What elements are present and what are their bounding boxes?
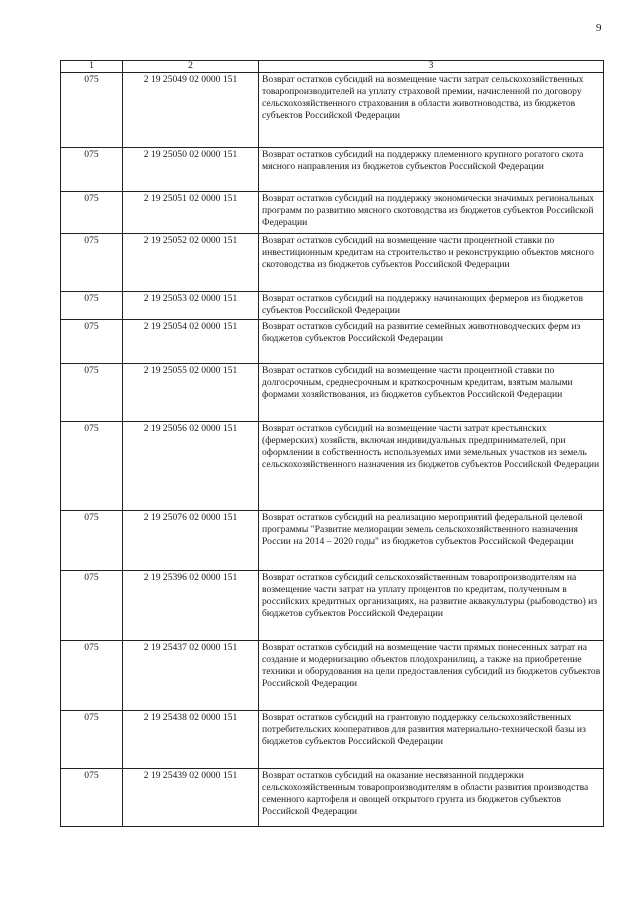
page-number: 9 bbox=[596, 22, 602, 34]
kbk-code-cell: 2 19 25049 02 0000 151 bbox=[123, 73, 259, 148]
column-header-2: 2 bbox=[123, 61, 259, 73]
table-row bbox=[61, 234, 604, 292]
admin-code-cell: 075 bbox=[61, 234, 123, 292]
kbk-table bbox=[60, 60, 604, 827]
description-cell: Возврат остатков субсидий на реализацию мероприятий федеральной целевой программы "Развитие мелиорации земель сельскохозяйственного назначения России на 2014 – 2020 годы" из бюджетов субъектов Российской Федерации bbox=[259, 511, 604, 571]
kbk-code-cell: 2 19 25053 02 0000 151 bbox=[123, 292, 259, 320]
kbk-code-cell: 2 19 25050 02 0000 151 bbox=[123, 148, 259, 192]
kbk-code-cell: 2 19 25439 02 0000 151 bbox=[123, 769, 259, 827]
description-cell: Возврат остатков субсидий на оказание несвязанной поддержки сельскохозяйственным товаропроизводителям в области развития производства семенного картофеля и овощей открытого грунта из бюджетов субъектов Российской Федерации bbox=[259, 769, 604, 827]
description-cell: Возврат остатков субсидий на возмещение части процентной ставки по долгосрочным, среднесрочным и краткосрочным кредитам, взятым малыми формами хозяйствования, из бюджетов субъектов Российской Федерации bbox=[259, 364, 604, 422]
kbk-code-cell: 2 19 25055 02 0000 151 bbox=[123, 364, 259, 422]
description-cell: Возврат остатков субсидий сельскохозяйственным товаропроизводителям на возмещение части затрат на уплату процентов по кредитам, полученным в российских кредитных организациях, на развитие аквакультуры (рыбоводство) из бюджетов субъектов Российской Федерации bbox=[259, 571, 604, 641]
description-cell: Возврат остатков субсидий на грантовую поддержку сельскохозяйственных потребительских кооперативов для развития материально-технической базы из бюджетов субъектов Российской Федерации bbox=[259, 711, 604, 769]
kbk-code-cell: 2 19 25438 02 0000 151 bbox=[123, 711, 259, 769]
kbk-code-cell: 2 19 25051 02 0000 151 bbox=[123, 192, 259, 234]
admin-code-cell: 075 bbox=[61, 422, 123, 511]
description-cell: Возврат остатков субсидий на поддержку племенного крупного рогатого скота мясного направления из бюджетов субъектов Российской Федерации bbox=[259, 148, 604, 192]
table-row bbox=[61, 364, 604, 422]
table-header-row bbox=[61, 61, 604, 73]
table-row bbox=[61, 73, 604, 148]
admin-code-cell: 075 bbox=[61, 292, 123, 320]
column-header-1: 1 bbox=[61, 61, 123, 73]
description-cell: Возврат остатков субсидий на поддержку экономически значимых региональных программ по развитию мясного скотоводства из бюджетов субъектов Российской Федерации bbox=[259, 192, 604, 234]
table-row bbox=[61, 711, 604, 769]
table-row bbox=[61, 422, 604, 511]
table-row bbox=[61, 292, 604, 320]
admin-code-cell: 075 bbox=[61, 711, 123, 769]
table-row bbox=[61, 511, 604, 571]
kbk-code-cell: 2 19 25396 02 0000 151 bbox=[123, 571, 259, 641]
kbk-code-cell: 2 19 25056 02 0000 151 bbox=[123, 422, 259, 511]
description-cell: Возврат остатков субсидий на возмещение части затрат сельскохозяйственных товаропроизводителей на уплату страховой премии, начисленной по договору сельскохозяйственного страхования в области животноводства, из бюджетов субъектов Российской Федерации bbox=[259, 73, 604, 148]
table-row bbox=[61, 320, 604, 364]
description-cell: Возврат остатков субсидий на развитие семейных животноводческих ферм из бюджетов субъектов Российской Федерации bbox=[259, 320, 604, 364]
table-row bbox=[61, 192, 604, 234]
kbk-code-cell: 2 19 25052 02 0000 151 bbox=[123, 234, 259, 292]
table-row bbox=[61, 148, 604, 192]
kbk-code-cell: 2 19 25054 02 0000 151 bbox=[123, 320, 259, 364]
admin-code-cell: 075 bbox=[61, 73, 123, 148]
admin-code-cell: 075 bbox=[61, 364, 123, 422]
admin-code-cell: 075 bbox=[61, 641, 123, 711]
description-cell: Возврат остатков субсидий на поддержку начинающих фермеров из бюджетов субъектов Российской Федерации bbox=[259, 292, 604, 320]
admin-code-cell: 075 bbox=[61, 320, 123, 364]
description-cell: Возврат остатков субсидий на возмещение части процентной ставки по инвестиционным кредитам на строительство и реконструкцию объектов мясного скотоводства из бюджетов субъектов Российской Федерации bbox=[259, 234, 604, 292]
admin-code-cell: 075 bbox=[61, 511, 123, 571]
table-row bbox=[61, 641, 604, 711]
description-cell: Возврат остатков субсидий на возмещение части затрат крестьянских (фермерских) хозяйств, включая индивидуальных предпринимателей, при оформлении в собственность используемых ими земельных участков из земель сельскохозяйственного назначения из бюджетов субъектов Российской Федерации bbox=[259, 422, 604, 511]
admin-code-cell: 075 bbox=[61, 148, 123, 192]
admin-code-cell: 075 bbox=[61, 571, 123, 641]
kbk-code-cell: 2 19 25076 02 0000 151 bbox=[123, 511, 259, 571]
column-header-3: 3 bbox=[259, 61, 604, 73]
kbk-code-cell: 2 19 25437 02 0000 151 bbox=[123, 641, 259, 711]
table-row bbox=[61, 769, 604, 827]
admin-code-cell: 075 bbox=[61, 192, 123, 234]
table-row bbox=[61, 571, 604, 641]
admin-code-cell: 075 bbox=[61, 769, 123, 827]
description-cell: Возврат остатков субсидий на возмещение части прямых понесенных затрат на создание и модернизацию объектов плодохранилищ, а также на приобретение техники и оборудования на цели предоставления субсидий из бюджетов субъектов Российской Федерации bbox=[259, 641, 604, 711]
